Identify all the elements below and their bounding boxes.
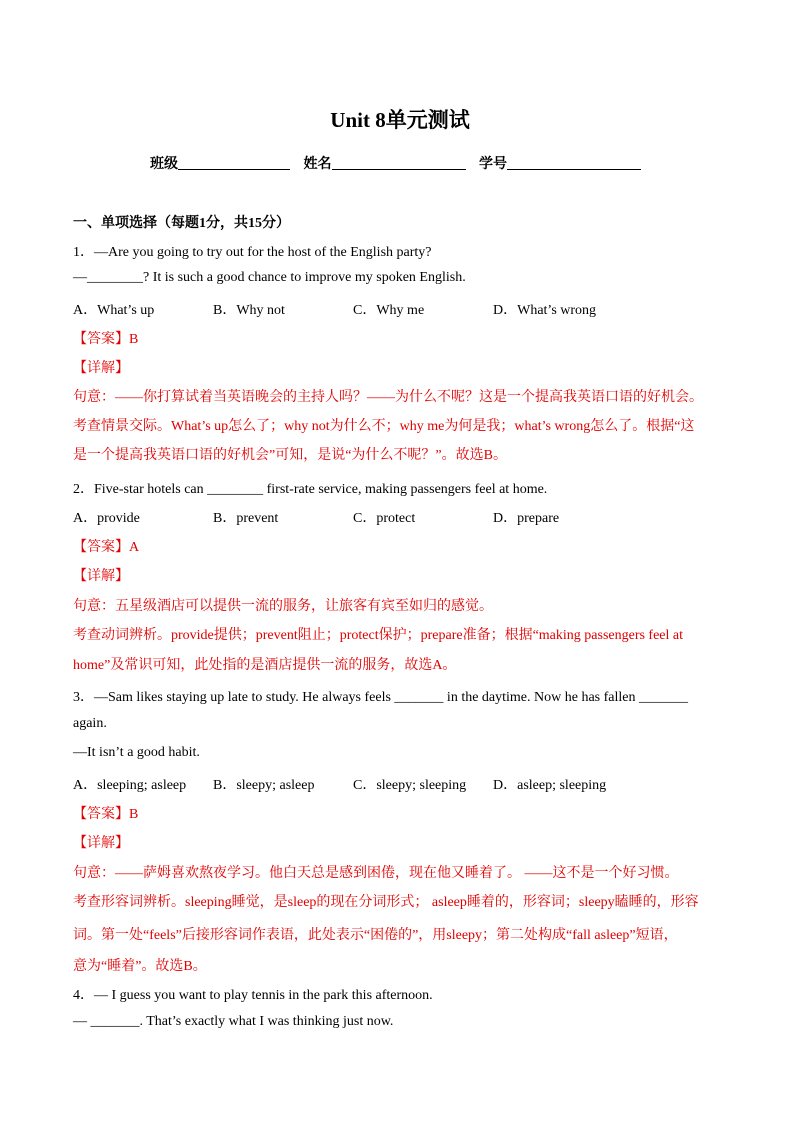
q1-analysis-2: 是一个提高我英语口语的好机会”可知，是说“为什么不呢？”。故选B。: [73, 448, 507, 463]
page-title: Unit 8单元测试: [330, 108, 470, 132]
q3-analysis-2: 词。第一处“feels”后接形容词作表语，此处表示“困倦的”，用sleepy；第二处构成“fall asleep”短语，: [73, 928, 678, 943]
q4-stem2: — _______. That’s exactly what I was thinking just now.: [73, 1014, 394, 1029]
student-info-row: [150, 153, 641, 173]
q3-answer: 【答案】B: [73, 807, 139, 822]
q2-option-c: C．protect: [353, 511, 416, 526]
q2-answer: 【答案】A: [73, 540, 140, 555]
q2-detail: 【详解】: [73, 569, 129, 584]
q2-option-a: A．provide: [73, 511, 140, 526]
q2-meaning: 句意：五星级酒店可以提供一流的服务，让旅客有宾至如归的感觉。: [73, 599, 493, 614]
q2-option-d: D．prepare: [493, 511, 560, 526]
q2-options: [73, 507, 559, 527]
q3-option-d: D．asleep; sleeping: [493, 778, 607, 793]
q1-meaning: 句意：——你打算试着当英语晚会的主持人吗？——为什么不呢？这是一个提高我英语口语的好机会。: [73, 390, 703, 405]
q3-stem: [73, 686, 727, 706]
q1-stem2: —________? It is such a good chance to improve my spoken English.: [73, 270, 466, 285]
q1-options: [73, 299, 596, 319]
q1-option-c: C．Why me: [353, 303, 425, 318]
q1-stem: 1．—Are you going to try out for the host of the English party?: [73, 245, 432, 260]
q3-stem-cont: again.: [73, 716, 107, 731]
q1-answer: 【答案】B: [73, 332, 139, 347]
q3-detail: 【详解】: [73, 836, 129, 851]
q2-analysis-2: home”及常识可知，此处指的是酒店提供一流的服务，故选A。: [73, 658, 457, 673]
q1-analysis-1: 考查情景交际。What’s up怎么了；why not为什么不；why me为何是我；what’s wrong怎么了。根据“这: [73, 419, 695, 434]
id-label: 学号: [479, 157, 507, 172]
q2-stem: 2．Five-star hotels can ________ first-rate service, making passengers feel at home.: [73, 482, 548, 497]
name-blank: [332, 155, 466, 170]
q2-option-b: B．prevent: [213, 511, 279, 526]
id-blank: [507, 155, 641, 170]
q3-analysis-1: 考查形容词辨析。sleeping睡觉，是sleep的现在分词形式； asleep睡着的，形容词；sleepy瞌睡的，形容: [73, 895, 699, 910]
q4-stem: 4．— I guess you want to play tennis in the park this afternoon.: [73, 988, 433, 1003]
q3-analysis-3: 意为“睡着”。故选B。: [73, 959, 207, 974]
q3-meaning: 句意：——萨姆喜欢熬夜学习。他白天总是感到困倦，现在他又睡着了。 ——这不是一个好习惯。: [73, 866, 679, 881]
q3-option-c: C．sleepy; sleeping: [353, 778, 467, 793]
class-label: 班级: [150, 157, 178, 172]
q2-analysis-1: 考查动词辨析。provide提供；prevent阻止；protect保护；prepare准备；根据“making passengers feel at: [73, 628, 684, 643]
section-heading: 一、单项选择（每题1分，共15分）: [73, 216, 290, 231]
q3-options: [73, 774, 606, 794]
q3-stem2: —It isn’t a good habit.: [73, 745, 200, 760]
q1-option-b: B．Why not: [213, 303, 285, 318]
name-label: 姓名: [303, 157, 332, 172]
q1-option-d: D．What’s wrong: [493, 303, 597, 318]
q1-detail: 【详解】: [73, 361, 129, 376]
q3-option-b: B．sleepy; asleep: [213, 778, 315, 793]
q3-stem-text: 3．—Sam likes staying up late to study. He always feels _______ in the daytime. Now he has fallen _______: [73, 690, 688, 705]
q1-option-a: A．What’s up: [73, 303, 155, 318]
class-blank: [178, 155, 290, 170]
q3-option-a: A．sleeping; asleep: [73, 778, 187, 793]
